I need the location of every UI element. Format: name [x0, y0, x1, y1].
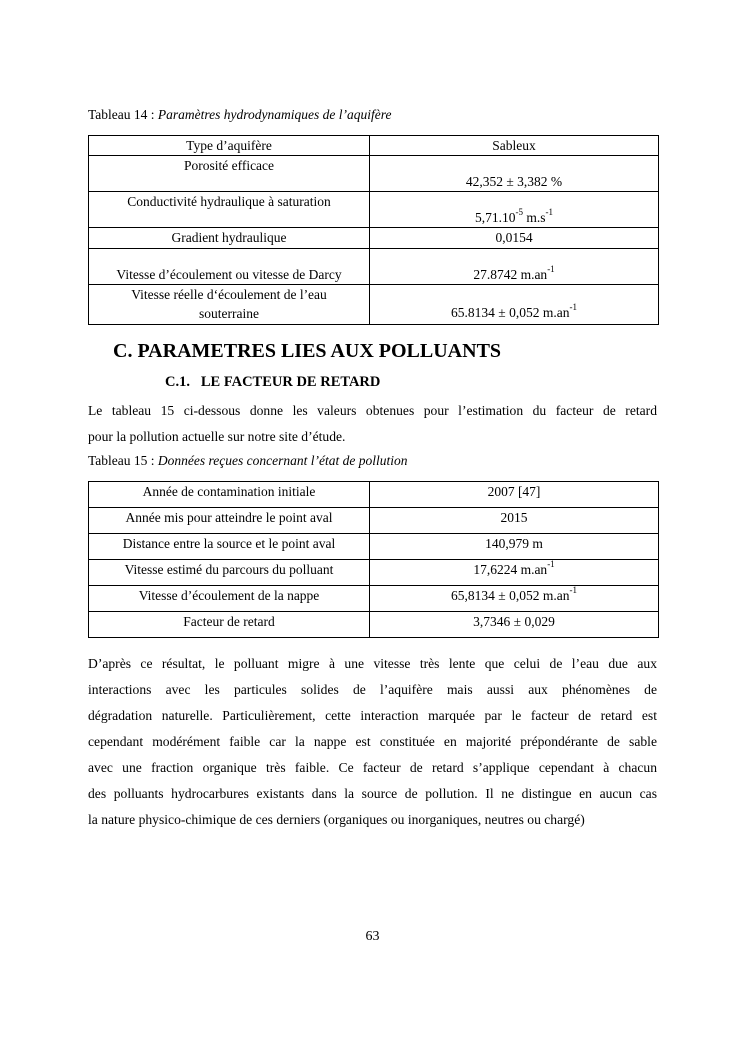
table-row [89, 560, 659, 586]
table-cell-value [370, 192, 659, 228]
table-row [89, 482, 659, 508]
value-base: 65,8134 ± 0,052 m.an [451, 588, 570, 603]
table-row [89, 612, 659, 638]
label-line: souterraine [199, 306, 259, 321]
conclusion-line: dégradation naturelle. Particulièrement, cette interaction marquée par le facteur de retard est [88, 708, 657, 723]
table-cell-value: 140,979 m [370, 534, 659, 560]
value-exponent: -1 [547, 558, 555, 569]
section-heading: C. PARAMETRES LIES AUX POLLUANTS [113, 340, 502, 362]
table-cell-label: Vitesse d’écoulement de la nappe [89, 586, 370, 612]
table14-caption-title: Paramètres hydrodynamiques de l’aquifère [157, 107, 392, 122]
table-cell-value: 42,352 ± 3,382 % [370, 156, 659, 192]
table-row [89, 534, 659, 560]
conclusion-line: D’après ce résultat, le polluant migre à une vitesse très lente que celui de l’eau due aux [88, 656, 657, 671]
table-row [89, 228, 659, 249]
table-cell-label: Année de contamination initiale [89, 482, 370, 508]
value-unit: m.s [522, 210, 546, 225]
table-cell-label [89, 285, 370, 325]
table-cell-value: 0,0154 [370, 228, 659, 249]
value-exponent: -1 [547, 263, 555, 274]
table15 [88, 481, 659, 638]
table-row [89, 192, 659, 228]
table-row [89, 249, 659, 285]
table-cell-value [370, 285, 659, 325]
value-base: 5,71.10 [474, 210, 516, 225]
table14 [88, 135, 659, 325]
table-cell-value [370, 249, 659, 285]
table-cell-label: Type d’aquifère [89, 136, 370, 156]
table-cell-value: 2007 [47] [370, 482, 659, 508]
table-cell-label: Année mis pour atteindre le point aval [89, 508, 370, 534]
page-number: 63 [365, 929, 380, 944]
conclusion-line: des polluants hydrocarbures existants dans la source de pollution. Il ne distingue en aucun cas [88, 786, 657, 801]
conclusion-line: la nature physico-chimique de ces derniers (organiques ou inorganiques, neutres ou chargé) [88, 812, 585, 827]
conclusion-line: cependant modérément faible car la nappe est constituée en majorité prépondérante de sable [88, 734, 657, 749]
table-cell-label: Distance entre la source et le point aval [89, 534, 370, 560]
table-row [89, 508, 659, 534]
table-cell-label: Porosité efficace [89, 156, 370, 192]
table15-caption-title: Données reçues concernant l’état de pollution [157, 453, 408, 468]
intro-line: Le tableau 15 ci-dessous donne les valeurs obtenues pour l’estimation du facteur de retard [88, 403, 657, 418]
conclusion-line: avec une fraction organique très faible. Ce facteur de retard s’applique cependant à chacun [88, 760, 657, 775]
table-cell-label: Vitesse estimé du parcours du polluant [89, 560, 370, 586]
label-line: Vitesse réelle d‘écoulement de l’eau [131, 287, 327, 302]
table14-caption-prefix: Tableau 14 : [88, 107, 155, 122]
table-cell-value [370, 560, 659, 586]
table-cell-value: 3,7346 ± 0,029 [370, 612, 659, 638]
table-row [89, 285, 659, 325]
value-unit-exponent: -1 [545, 206, 553, 217]
value-exponent: -1 [569, 301, 577, 312]
table-cell-value: Sableux [370, 136, 659, 156]
table15-caption-prefix: Tableau 15 : [88, 453, 155, 468]
value-base: 65.8134 ± 0,052 m.an [451, 305, 570, 320]
table15-caption [88, 453, 407, 469]
conclusion-line: interactions avec les particules solides de l’aquifère mais aussi aux phénomènes de [88, 682, 657, 697]
value-base: 27.8742 m.an [473, 267, 548, 282]
value-base: 17,6224 m.an [473, 562, 548, 577]
value-exponent: -5 [515, 206, 523, 217]
table-cell-value [370, 586, 659, 612]
table-row [89, 156, 659, 192]
table-row [89, 136, 659, 156]
table14-caption [88, 107, 391, 123]
subsection-heading: C.1. LE FACTEUR DE RETARD [165, 374, 381, 390]
value-exponent: -1 [569, 584, 577, 595]
table-cell-label: Vitesse d’écoulement ou vitesse de Darcy [89, 249, 370, 285]
table-cell-label: Conductivité hydraulique à saturation [89, 192, 370, 228]
intro-line: pour la pollution actuelle sur notre site d’étude. [88, 429, 346, 444]
table-cell-label: Facteur de retard [89, 612, 370, 638]
table-cell-value: 2015 [370, 508, 659, 534]
table-row [89, 586, 659, 612]
table-cell-label: Gradient hydraulique [89, 228, 370, 249]
